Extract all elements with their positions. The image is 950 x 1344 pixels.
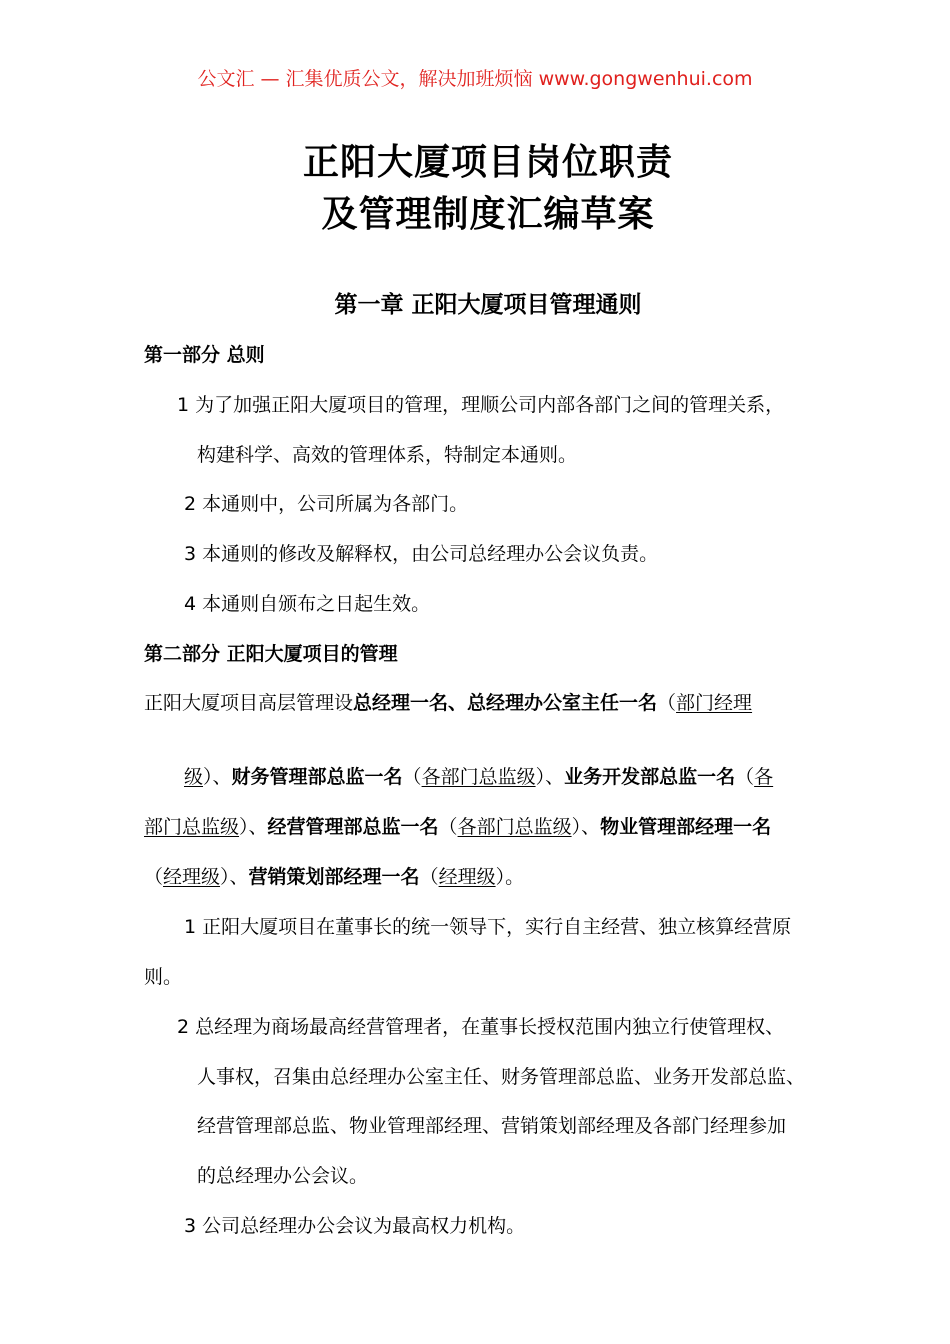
part2-item1-line2: 则。 (144, 966, 183, 988)
document-title-line-2: 及管理制度汇编草案 (321, 194, 655, 235)
part1-item4: 4 本通则自颁布之日起生效。 (184, 593, 431, 615)
part2-item2-line1: 2 总经理为商场最高经营管理者，在董事长授权范围内独立行使管理权、 (177, 1016, 785, 1038)
intro-bold-gm: 总经理一名、总经理办公室主任一名 (353, 692, 658, 714)
intro-rank-director: 各部门总监级 (457, 816, 572, 838)
intro-rank-director: 各部门总监级 (421, 766, 536, 788)
part1-item1-line1: 1 为了加强正阳大厦项目的管理，理顺公司内部各部门之间的管理关系， (177, 394, 785, 416)
intro-bold-business-dev: 业务开发部总监一名 (564, 766, 736, 788)
intro-rank-level: 级 (184, 766, 204, 788)
part2-item1-line1: 1 正阳大厦项目在董事长的统一领导下，实行自主经营、独立核算经营原 (184, 916, 792, 938)
intro-sep: ）、 (239, 816, 268, 838)
part2-item2-line4: 的总经理办公会议。 (197, 1165, 369, 1187)
intro-rank-each: 各 (754, 766, 774, 788)
intro-sep: ）、 (220, 866, 249, 888)
document-title-line-1: 正阳大厦项目岗位职责 (302, 142, 673, 183)
intro-paren: （ (657, 692, 677, 714)
intro-paren: （ (419, 866, 439, 888)
part1-item2: 2 本通则中，公司所属为各部门。 (184, 493, 469, 515)
part1-item1-line2: 构建科学、高效的管理体系，特制定本通则。 (197, 444, 578, 466)
intro-rank-dept-manager: 部门经理 (676, 692, 753, 714)
intro-sep: ）、 (535, 766, 565, 788)
intro-bold-marketing: 营销策划部经理一名 (248, 866, 420, 888)
part2-intro-line2 (184, 762, 773, 789)
intro-paren: （ (402, 766, 422, 788)
part1-item3: 3 本通则的修改及解释权，由公司总经理办公会议负责。 (184, 543, 659, 565)
part2-intro-line3 (144, 812, 771, 839)
intro-rank-manager: 经理级 (163, 866, 221, 888)
intro-sep: ）、 (203, 766, 232, 788)
intro-bold-property: 物业管理部经理一名 (600, 816, 772, 838)
intro-end: ）。 (495, 866, 525, 888)
intro-sep: ）、 (571, 816, 601, 838)
part2-item3: 3 公司总经理办公会议为最高权力机构。 (184, 1215, 526, 1237)
intro-paren: （ (144, 866, 164, 888)
part2-intro-line1 (144, 688, 752, 715)
intro-bold-finance: 财务管理部总监一名 (231, 766, 403, 788)
part2-intro-line4 (144, 862, 524, 889)
intro-paren: （ (438, 816, 458, 838)
intro-rank-director: 部门总监级 (144, 816, 240, 838)
intro-paren: （ (735, 766, 755, 788)
part2-item2-line2: 人事权，召集由总经理办公室主任、财务管理部总监、业务开发部总监、 (197, 1066, 806, 1088)
part1-heading: 第一部分 总则 (144, 344, 265, 366)
intro-text: 正阳大厦项目高层管理设 (144, 692, 354, 714)
chapter-title: 第一章 正阳大厦项目管理通则 (334, 292, 642, 318)
part2-item2-line3: 经营管理部总监、物业管理部经理、营销策划部经理及各部门经理参加 (197, 1115, 787, 1137)
site-banner: 公文汇 — 汇集优质公文，解决加班烦恼 www.gongwenhui.com (197, 68, 753, 90)
part2-heading: 第二部分 正阳大厦项目的管理 (144, 643, 398, 665)
intro-bold-operations: 经营管理部总监一名 (267, 816, 439, 838)
intro-rank-manager: 经理级 (438, 866, 496, 888)
